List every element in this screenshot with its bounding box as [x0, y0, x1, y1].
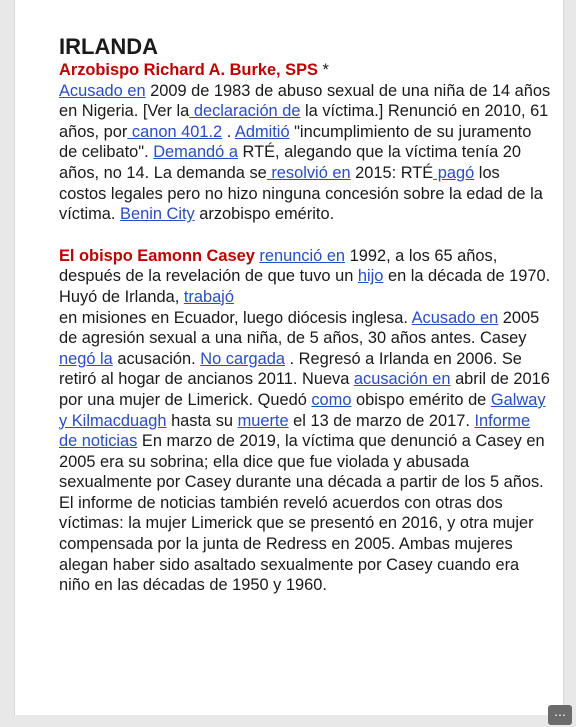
country-heading: IRLANDA: [59, 34, 158, 59]
text: 2015: RTÉ: [350, 163, 434, 182]
link-demando-a[interactable]: Demandó a: [153, 143, 238, 162]
scroll-corner-icon[interactable]: ⋯: [548, 705, 572, 725]
link-pago[interactable]: pagó: [433, 163, 475, 182]
text: .: [222, 122, 235, 141]
link-como[interactable]: como: [311, 390, 352, 409]
link-acusado-en-2005[interactable]: Acusado en: [411, 308, 499, 327]
link-resolvio-en[interactable]: resolvió en: [266, 163, 351, 182]
link-trabajo[interactable]: trabajó: [183, 287, 234, 306]
text: en la década de 1970. Huyó de Irlanda,: [59, 267, 551, 306]
article-content: [59, 34, 551, 596]
text: 2009 de 1983 de abuso sexual de una niña de 14 años en Nigeria. [Ver la: [59, 81, 551, 121]
text: 1992, a los 65 años, después de la revelación de que tuvo un: [59, 246, 498, 286]
footnote-star: *: [317, 61, 329, 79]
text: abril de 2016 por una mujer de Limerick. Quedó: [59, 370, 550, 409]
link-informe-de-noticias[interactable]: Informe de noticias: [59, 411, 531, 451]
link-no-cargada[interactable]: No cargada: [200, 349, 285, 368]
link-canon-401-2[interactable]: canon 401.2: [127, 122, 223, 141]
text: en misiones en Ecuador, luego diócesis inglesa.: [59, 308, 412, 327]
text: . Regresó a Irlanda en 2006. Se retiró al hogar de ancianos 2011. Nueva: [59, 349, 522, 389]
text: obispo emérito de: [351, 390, 491, 409]
text: la víctima.] Renunció en 2010, 61 años, por: [59, 102, 549, 141]
link-admitio[interactable]: Admitió: [234, 122, 290, 141]
text: acusación.: [112, 349, 201, 368]
text: En marzo de 2019, la víctima que denunció a Casey en 2005 era su sobrina; ella dice que fue violada y abusada sexualmente por Casey durante una década a partir de los 5 años. El informe de noticias también reveló acuerdos con otras dos víctimas: la mujer Limerick que se presentó en 2016, y otra mujer compensada por la junta de Redress en 2005. Ambas mujeres alegan haber sido asaltado sexualmente por Casey cuando era niño en las décadas de 1950 y 1960.: [59, 432, 545, 595]
bottom-strip: [0, 715, 576, 727]
text: "incumplimiento de su juramento de celibato".: [59, 122, 532, 162]
link-benin-city[interactable]: Benin City: [120, 205, 195, 224]
document-page: [14, 0, 564, 716]
entry-casey: [59, 246, 551, 596]
link-muerte[interactable]: muerte: [237, 411, 289, 430]
text: arzobispo emérito.: [194, 205, 335, 224]
entry-casey-name: El obispo Eamonn Casey: [59, 246, 255, 265]
link-acusacion-en[interactable]: acusación en: [353, 370, 451, 389]
text: el 13 de marzo de 2017.: [288, 411, 475, 430]
entry-burke: [59, 60, 551, 225]
text: hasta su: [166, 411, 238, 430]
link-declaracion-de[interactable]: declaración de: [189, 102, 301, 121]
link-renuncio-en[interactable]: renunció en: [259, 246, 346, 265]
link-hijo[interactable]: hijo: [357, 267, 384, 286]
entry-burke-name: Arzobispo Richard A. Burke, SPS: [59, 61, 318, 79]
link-galway-kilmacduagh[interactable]: Galway y Kilmacduagh: [59, 390, 546, 430]
text: los costos legales pero no hizo ninguna concesión sobre la edad de la víctima.: [59, 163, 543, 224]
text: RTÉ, alegando que la víctima tenía 20 años, no 14. La demanda se: [59, 143, 522, 182]
link-nego-la[interactable]: negó la: [59, 349, 113, 368]
link-acusado-en[interactable]: Acusado en: [59, 81, 146, 100]
text: 2005 de agresión sexual a una niña, de 5 años, 30 años antes. Casey: [59, 308, 540, 348]
